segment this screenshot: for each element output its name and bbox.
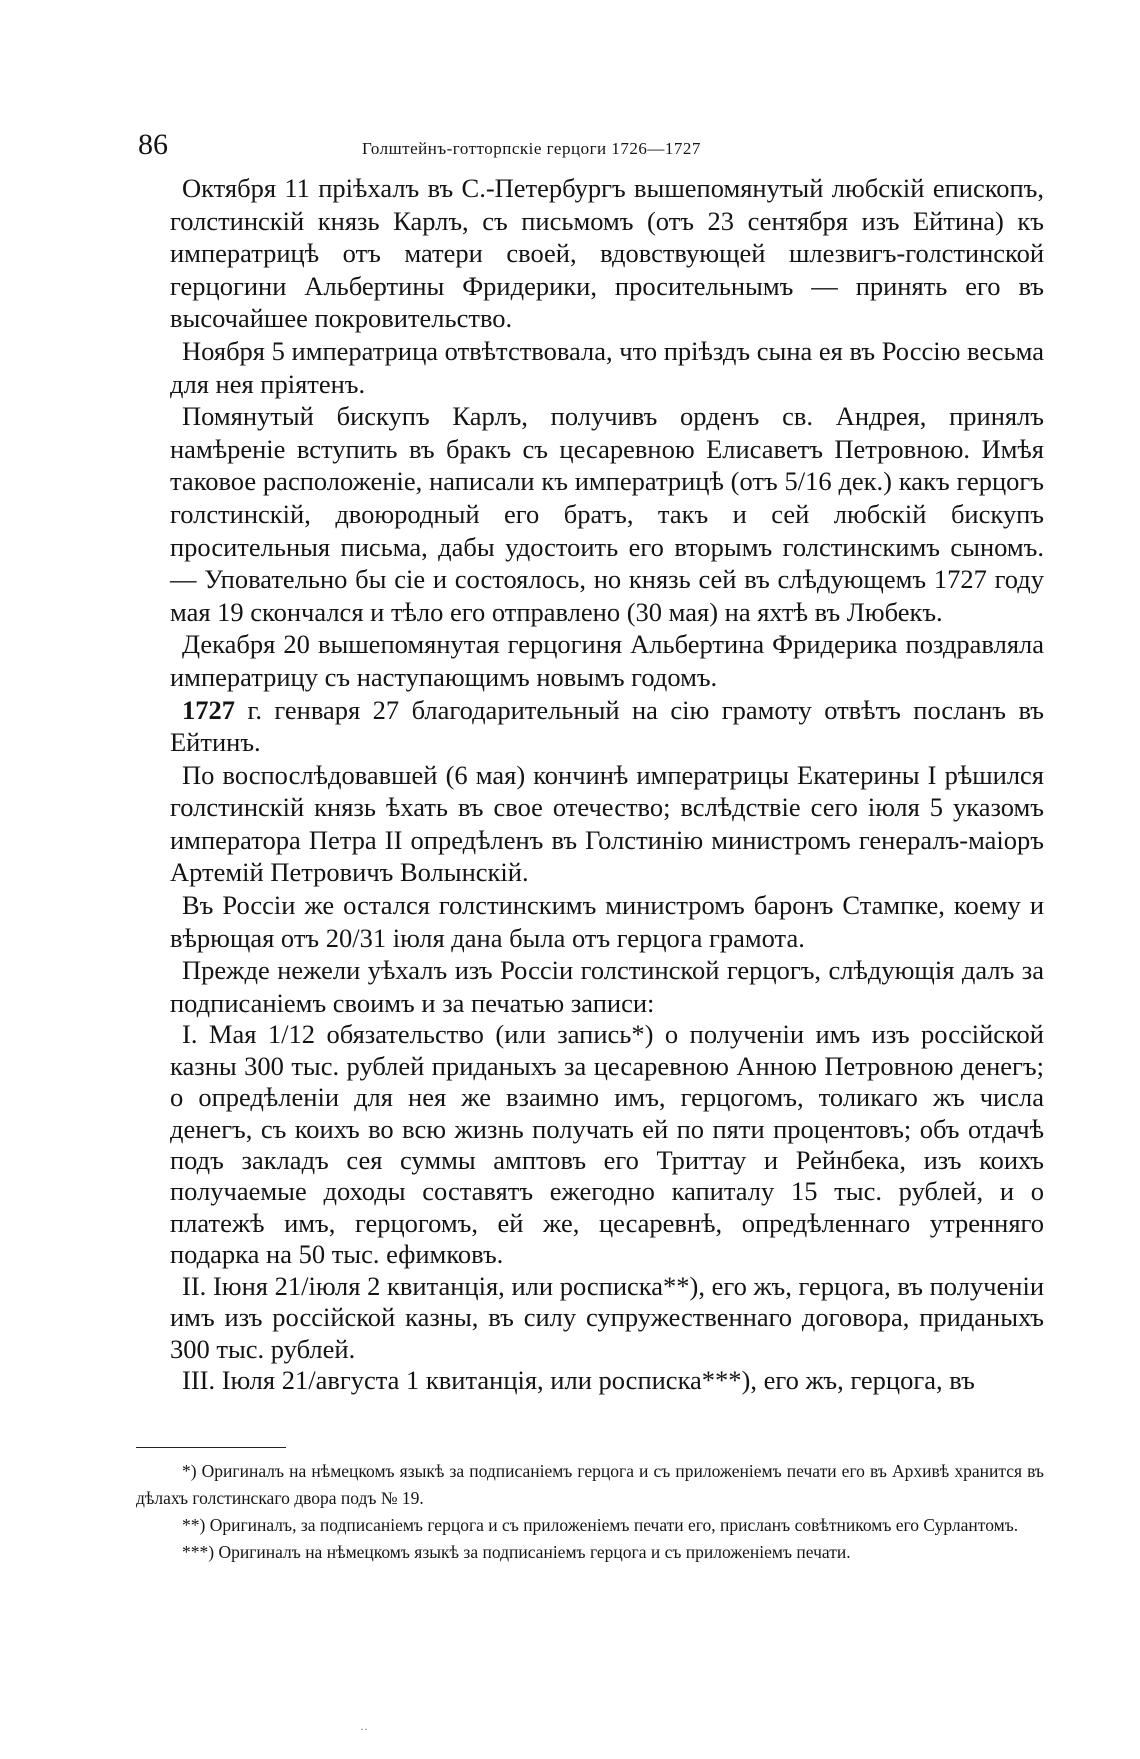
- paragraph: Помянутый бискупъ Карлъ, получивъ орденъ св. Андрея, принялъ намѣреніе вступить въ бракъ съ цесаревною Елисаветъ Петровною. Имѣя таковое расположеніе, написали къ императрицѣ (отъ 5/16 дек.) какъ герцогъ голстинскій, двоюродный его братъ, такъ и сей любскій бискупъ просительныя письма, дабы удостоить его вторымъ голстинскимъ сыномъ. — Уповательно бы сіе и состоялось, но князь сей въ слѣдующемъ 1727 году мая 19 скончался и тѣло его отправлено (30 мая) на яхтѣ въ Любекъ.: [170, 401, 1044, 627]
- paragraph: [170, 694, 1044, 759]
- paragraph: Въ Россіи же остался голстинскимъ министромъ баронъ Стампке, коему и вѣрющая отъ 20/31 іюля дана была отъ герцога грамота.: [170, 890, 1044, 953]
- paragraph-text: г. генваря 27 благодарительный на сію грамоту отвѣтъ посланъ въ Ейтинъ.: [170, 694, 1044, 758]
- page-number: 86: [138, 128, 168, 161]
- paragraph: II. Іюня 21/іюля 2 квитанція, или росписка**), его жъ, герцога, въ полученіи имъ изъ россійской казны, въ силу супружественнаго договора, приданыхъ 300 тыс. рублей.: [170, 1270, 1044, 1364]
- year-bold: 1727: [182, 694, 235, 725]
- footnote: **) Оригиналъ, за подписаніемъ герцога и съ приложеніемъ печати его, присланъ совѣтникомъ его Сурлантомъ.: [182, 1515, 1019, 1535]
- paragraph: Октября 11 пріѣхалъ въ С.-Петербургъ вышепомянутый любскій епископъ, голстинскій князь Карлъ, съ письмомъ (отъ 23 сентября изъ Ейтина) къ императрицѣ отъ матери своей, вдовствующей шлезвигъ-голстинской герцогини Альбертины Фридерики, просительнымъ — принять его въ высочайшее покровительство.: [170, 173, 1044, 334]
- stray-mark: ··: [360, 1722, 368, 1736]
- footnote-rule: [136, 1447, 286, 1448]
- paragraph: III. Іюля 21/августа 1 квитанція, или росписка***), его жъ, герцога, въ: [182, 1364, 975, 1395]
- paragraph: I. Мая 1/12 обязательство (или запись*) о полученіи имъ изъ россійской казны 300 тыс. рублей приданыхъ за цесаревною Анною Петровною денегъ; о опредѣленіи для нея же взаимно имъ, герцогомъ, толикаго жъ числа денегъ, съ коихъ во всю жизнь получать ей по пяти процентовъ; объ отдачѣ подъ закладъ сея суммы амптовъ его Триттау и Рейнбека, изъ коихъ получаемые доходы составятъ ежегодно капиталу 15 тыс. рублей, и о платежѣ имъ, герцогомъ, ей же, цесаревнѣ, опредѣленнаго утренняго подарка на 50 тыс. ефимковъ.: [170, 1019, 1044, 1270]
- paragraph: Прежде нежели уѣхалъ изъ Россіи голстинской герцогъ, слѣдующія далъ за подписаніемъ своимъ и за печатью записи:: [170, 955, 1044, 1018]
- paragraph: По воспослѣдовавшей (6 мая) кончинѣ императрицы Екатерины I рѣшился голстинскій князь ѣхать въ свое отечество; вслѣдствіе сего іюля 5 указомъ императора Петра II опредѣленъ въ Голстинію министромъ генералъ-маіоръ Артемій Петровичъ Волынскій.: [170, 759, 1044, 888]
- footnote: *) Оригиналъ на нѣмецкомъ языкѣ за подписаніемъ герцога и съ приложеніемъ печати его въ Архивѣ хранится въ дѣлахъ голстинскаго двора подъ № 19.: [136, 1461, 1044, 1508]
- footnote: ***) Оригиналъ на нѣмецкомъ языкѣ за подписаніемъ герцога и съ приложеніемъ печати.: [182, 1542, 851, 1562]
- paragraph: Декабря 20 вышепомянутая герцогиня Альбертина Фридерика поздравляла императрицу съ наступающимъ новымъ годомъ.: [170, 629, 1044, 692]
- running-title: Голштейнъ-готторпскіе герцоги 1726—1727: [362, 139, 701, 158]
- paragraph: Ноября 5 императрица отвѣтствовала, что пріѣздъ сына ея въ Россію весьма для нея пріятенъ.: [170, 335, 1044, 399]
- footnotes: [136, 1458, 1044, 1566]
- main-text: [170, 172, 1044, 1396]
